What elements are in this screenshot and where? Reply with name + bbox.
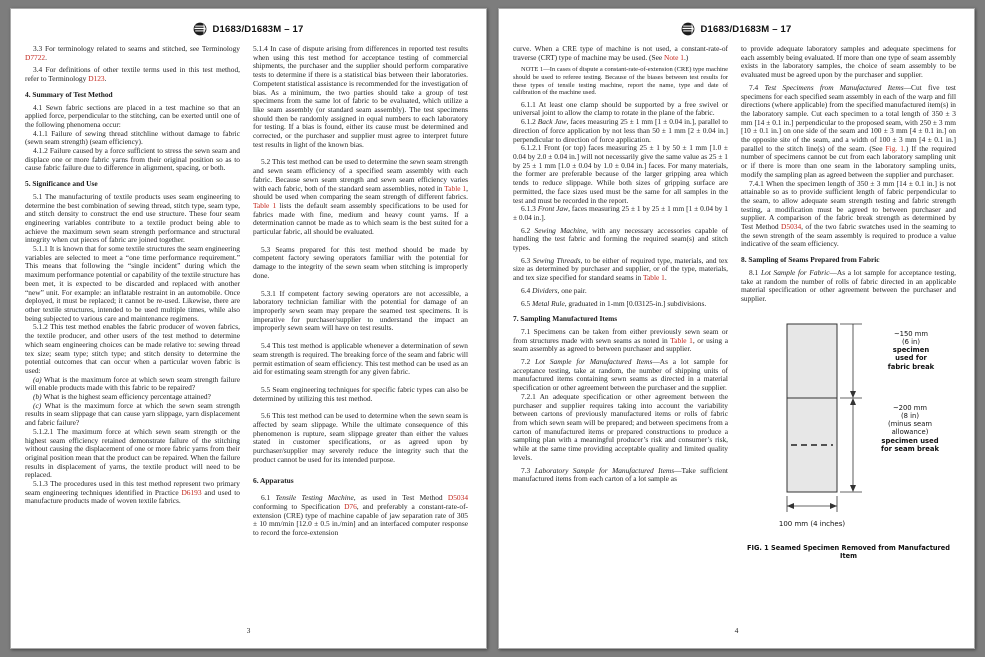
paragraph: 8.1 Lot Sample for Fabric—As a lot sample for acceptance testing, take at random the number of rolls of fabric directed in an applicable material specification or other agreement between the purchaser and supplier.: [741, 267, 956, 303]
figure-label-line: (8 in): [901, 411, 919, 420]
section-heading: 6. Apparatus: [253, 475, 294, 485]
figure-label-line: specimen: [892, 346, 930, 355]
reference-link[interactable]: Fig. 1: [885, 143, 904, 153]
paragraph: (b) What is the highest seam efficiency percentage attained?: [33, 392, 211, 402]
paragraph: to provide adequate laboratory samples and adequate specimens for each assembly being evaluated. If more than one type of seam assembly exists in the laboratory samples, the choice of seam assembly to be evaluated must be agreed upon by the purchaser and supplier.: [741, 45, 956, 80]
figure-label-line: for seam break: [881, 444, 939, 453]
page-4: [498, 8, 975, 649]
italic-term: Sewing Threads: [532, 255, 581, 265]
page4-column-2: [741, 45, 956, 619]
italic-term: Sewing Machine: [534, 225, 586, 235]
italic-term: Metal Rule: [532, 298, 565, 308]
figure-label-line: ~150 mm: [893, 329, 929, 338]
italic-term: Dividers: [532, 285, 558, 295]
paragraph: 5.1.4 In case of dispute arising from differences in reported test results when using this test method for acceptance testing of commercial shipments, the purchaser and the supplier should perform comparative tests to determine if there is a statistical bias between their laboratories. Competent statistical assistance is recommended for the investigation of bias. As a minimum, the two parties should take a group of test specimens from the same lot of fabric to be evaluated, which utilize a like seam assembly (or standard seam assembly). The test specimens should then be randomly assigned in equal numbers to each laboratory for testing. If a bias is found, either its cause must be determined and corrected, or the purchaser and supplier must agree to interpret future test results in light of the known bias.: [253, 45, 468, 149]
italic-term: Lot Sample for Fabric: [760, 267, 830, 277]
paragraph: 3.3 For terminology related to seams and stitched, see Terminology D7722.: [25, 45, 240, 62]
paragraph: 4.1.2 Failure caused by a force sufficient to stress the sewn seam and displace one or more fabric yarns from their original position so as to cause fabric failure due to difference in alignment, spacing, or both.: [25, 146, 240, 173]
paragraph: 6.5 Metal Rule, graduated in 1-mm [0.03125-in.] subdivisions.: [521, 298, 707, 308]
paragraph: 6.1.1 At least one clamp should be supported by a free swivel or universal joint to allow the clamp to rotate in the plane of the fabric.: [513, 99, 728, 118]
section-heading: 4. Summary of Test Method: [25, 89, 113, 99]
reference-link[interactable]: Table 1: [444, 183, 467, 193]
figure-label-fabric-break: [867, 330, 955, 371]
page-number: 3: [246, 626, 251, 635]
paragraph: 4.1 Sewn fabric sections are placed in a test machine so that an applied force, perpendicular to the stitching, can be exerted until one of the following phenomena occur:: [25, 102, 240, 129]
paragraph: 7.1 Specimens can be taken from either previously sewn seam or from structures made with sewn seams as noted in Table 1, or using a seam assembly as agreed to between purchaser and supplier.: [513, 326, 728, 354]
reference-link[interactable]: Note 1: [664, 52, 684, 62]
figure-label-line: fabric break: [887, 362, 935, 371]
paragraph: 5.3 Seams prepared for this test method should be made by competent factory sewing operators familiar with the potential for damage to the integrity of the sewn seam when stitching is improperly done.: [253, 244, 468, 280]
figure-caption: FIG. 1 Seamed Specimen Removed from Manufactured Item: [747, 543, 950, 561]
paragraph: 5.3.1 If competent factory sewing operators are not accessible, a laboratory technician familiar with the potential for damage of an improperly sewn seam may prepare the seamed test specimens. It is imperative for purchaser/supplier to understand the impact an improperly sewn seam will have on test results.: [253, 288, 468, 333]
page-header: [25, 22, 472, 36]
paragraph: 3.4 For definitions of other textile terms used in this test method, refer to Terminology D123.: [25, 65, 240, 84]
page3-column-1: [25, 45, 240, 619]
paragraph: 6.2 Sewing Machine, with any necessary accessories capable of handling the test fabric and forming the required seam(s) and stitch types.: [513, 225, 728, 253]
paragraph: 6.1.2 Back Jaw, faces measuring 25 ± 1 mm [1 ± 0.04 in.], parallel to direction of force application by not less than 50 ± 1 mm [2 ± 0.04 in.] perpendicular to direction of force application.: [513, 117, 728, 144]
paragraph: 4.1.1 Failure of sewing thread stitchline without damage to fabric (sewn seam strength) (seam efficiency).: [25, 128, 240, 147]
paragraph: 7.2 Lot Sample for Manufactured Items—As a lot sample for acceptance testing, take at random, the number of shipping units of manufactured items containing sewn seams as directed in a material specification or other agreement between the purchaser and the supplier.: [513, 357, 728, 393]
reference-link[interactable]: Table 1: [670, 335, 693, 345]
note-paragraph: NOTE 1—In cases of dispute a constant-rate-of-extension (CRE) type machine should be used to referee testing. Because of the biases between test results for these types of tensile testing machine, report the name, type and date of calibration of the machine used.: [513, 66, 728, 97]
figure-label-line: used for: [895, 354, 927, 363]
reference-link[interactable]: D7722: [25, 52, 46, 62]
paragraph: curve. When a CRE type of machine is not used, a constant-rate-of traverse (CRT) type of machine may be used. (See Note 1.): [513, 45, 728, 62]
paragraph: 5.1.1 It is known that for some textile structures the seam engineering variables are selected to meet a “one time performance requirement.” This means that following the “single incident” during which the maximum performance potential or capability of the textile structure has been met, it is expected to be discarded and replaced with another “new” unit. For example: an inflatable restraint in an automobile. Once deployed, it must be replaced; it cannot be re-used. Likewise, there are other textile structures, intended to be used multiple times, while also being subjected to various care and maintenance regimens.: [25, 244, 240, 323]
figure-width-label: 100 mm (4 inches): [778, 519, 846, 528]
paragraph: 5.2 This test method can be used to determine the sewn seam strength and sewn seam efficiency of a specified seam assembly with each fabric. Because sewn seam strength and sewn seam efficiency varies with each fabric, both of the standard seam assemblies, noted in Table 1, should be used when comparing the seam strength of different fabrics. Table 1 lists the default seam assembly specifications to be used for fabrics made with fine, medium and heavy count yarns. If a determination cannot be made as to which seam is the best suited for a particular fabric, all should be evaluated.: [253, 157, 468, 237]
figure-label-line: allowance): [891, 428, 929, 437]
italic-term: Front Jaw: [537, 204, 569, 214]
paragraph: 5.5 Seam engineering techniques for specific fabric types can also be determined by utilizing this test method.: [253, 384, 468, 403]
italic-term: Lot Sample for Manufactured Items: [535, 357, 653, 367]
figure-label-line: specimen used: [881, 436, 939, 445]
reference-link[interactable]: D123: [88, 74, 105, 84]
italic-term: (c): [33, 400, 42, 410]
reference-link[interactable]: D6193: [181, 487, 202, 497]
reference-link[interactable]: D76: [344, 501, 357, 511]
specimen-rect: [787, 324, 837, 492]
standard-designation: D1683/D1683M – 17: [700, 23, 792, 35]
astm-logo-icon: [193, 22, 207, 36]
figure-label-line: (6 in): [902, 337, 920, 346]
paragraph: 6.1 Tensile Testing Machine, as used in Test Method D5034 conforming to Specification D76, and preferably a constant-rate-of-extension (CRE) type of machine capable of jaw separation rate of 305 ± 10 mm/min [12.0 ± 0.5 in./min] and an interfaced computer response to record the force-extension: [253, 493, 468, 538]
paragraph: (a) What is the maximum force at which sewn seam strength failure will enable products made with this fabric to be repaired?: [25, 374, 240, 393]
figure-label-line: ~200 mm: [892, 403, 928, 412]
page-3: [10, 8, 487, 649]
paragraph: 7.2.1 An adequate specification or other agreement between the purchaser and supplier requires taking into account the variability between cartons of previously manufactured items or rolls of fabric from which sewn seam will be prepared; and between specimens from a carton of manufactured items or prepared constructions to produce a sampling plan with a meaningful producer’s risk and consumer’s risk, while at the same time providing acceptable quality and limited quality levels.: [513, 391, 728, 462]
reference-link[interactable]: D5034: [781, 222, 802, 232]
italic-term: Test Specimens from Manufactured Items: [764, 82, 904, 92]
paragraph: 5.4 This test method is applicable whenever a determination of sewn seam strength is required. The breaking force of the seam and fabric will permit estimation of seam efficiency. This test method can be used as an aid for estimating seam strength for any given fabric.: [253, 341, 468, 377]
paragraph: 5.6 This test method can be used to determine when the sewn seam is affected by seam slippage. While the ultimate consequence of this phenomenon is rupture, seam slippage greater than either the values stated in customer specifications, or as agreed upon by purchaser/supplier may severely reduce the integrity such that the product cannot be used for its intended purpose.: [253, 411, 468, 464]
paragraph: 6.1.3 Front Jaw, faces measuring 25 ± 1 by 25 ± 1 mm [1 ± 0.04 by 1 ± 0.04 in.].: [513, 204, 728, 222]
paragraph: (c) What is the maximum force at which the sewn seam strength results in seam slippage that can cause yarn slippage, yarn displacement and fabric failure?: [25, 400, 240, 428]
page-header: [513, 22, 960, 36]
section-heading: 5. Significance and Use: [25, 179, 98, 189]
paragraph: 5.1.2.1 The maximum force at which sewn seam strength or the highest seam efficiency retained demonstrate failure of the stitching without causing the displacement of one or more fabric yarns from their original position mean that the product can be repaired. When the failure results in displacement of yarns, the textile product will need to be replaced.: [25, 426, 240, 480]
page-number: 4: [734, 626, 739, 635]
paragraph: 6.1.2.1 Front (or top) faces measuring 25 ± 1 by 50 ± 1 mm [1.0 ± 0.04 by 2.0 ± 0.04 in.] will not necessarily give the same value as 25 ± 1 by 25 ± 1 mm [1.0 ± 0.04 by 1.0 ± 0.04 in.] faces. For many materials, the former are preferable because of the larger gripping area which tends to reduce slippage. While both sizes of gripping surface are permitted, the face sizes used must be the same for all samples in the test and must be recorded in the report.: [513, 143, 728, 205]
page4-column-1: [513, 45, 728, 619]
italic-term: Back Jaw: [537, 117, 567, 127]
paragraph: 6.3 Sewing Threads, to be either of required type, materials, and tex size as determined by purchaser and supplier, or of the type, materials, and tex size specified for standard seams in Table 1.: [513, 255, 728, 283]
figure-label-line: (minus seam: [888, 420, 932, 429]
section-heading: 8. Sampling of Seams Prepared from Fabric: [741, 255, 880, 265]
section-heading: 7. Sampling Manufactured Items: [513, 314, 618, 324]
reference-link[interactable]: Table 1: [642, 273, 665, 283]
astm-logo-icon: [681, 22, 695, 36]
reference-link[interactable]: D5034: [447, 493, 468, 503]
italic-term: Tensile Testing Machine: [275, 493, 354, 503]
paragraph: 6.4 Dividers, one pair.: [521, 285, 587, 295]
figure-1: [741, 320, 956, 561]
paragraph: 7.3 Laboratory Sample for Manufactured Items—Take sufficient manufactured items from each carton of a lot sample as: [513, 465, 728, 484]
italic-term: Laboratory Sample for Manufactured Items: [534, 465, 675, 475]
standard-designation: D1683/D1683M – 17: [212, 23, 304, 35]
paragraph: 5.1.3 The procedures used in this test method represent two primary seam engineering techniques identified in Practice D6193 and used to manufacture products made of woven textile fabrics.: [25, 479, 240, 506]
reference-link[interactable]: Table 1: [253, 200, 277, 210]
italic-term: (b): [33, 392, 42, 402]
paragraph: 7.4.1 When the specimen length of 350 ± 3 mm [14 ± 0.1 in.] is not attainable so as to provide sufficient length of fabric perpendicular to the seam, to allow adequate seam strength testing and fabric strength testing, a modification must be agreed to between purchaser and supplier. A comparison of the fabric break strength as determined by Test Method D5034, of the two fabric swatches used in the seaming to the sewn strength of the seam assembly is required to produce a value indicative of the seam efficiency.: [741, 178, 956, 249]
paragraph: 7.4 Test Specimens from Manufactured Items—Cut five test specimens for each specified seam assembly in each of the warp and fill directions (where applicable) from the specified manufactured item(s) in the laboratory sample. Cut each specimen to a total length of 350 ± 3 mm [14 ± 0.1 in.] perpendicular to the proposed seam, with 250 ± 3 mm [10 ± 0.1 in.] on one side of the seam and 100 ± 3 mm [4 ± 0.1 in.] on the opposite site of the seam, and a width of 100 ± 3 mm [4 ± 0.1 in.] parallel to the stitch line(s) of the seam. (See Fig. 1.) If the required number of specimens cannot be cut from each laboratory sampling unit or if there is more than one seam in the laboratory sampling units, modify the sampling plan as agreed between the supplier and purchaser.: [741, 82, 956, 179]
page3-column-2: [253, 45, 468, 619]
figure-label-seam-break: [865, 404, 955, 453]
page4-column-2-text: [741, 45, 956, 304]
paragraph: 5.1.2 This test method enables the fabric producer of woven fabrics, the textile producer, and other users of the test method to determine which seam engineering choices can be made relative to: sewing thread tex size; seam type; stitch type; and stitch density to determine the potential outcomes that can occur when a particular woven fabric is used:: [25, 322, 240, 375]
paragraph: 5.1 The manufacturing of textile products uses seam engineering to determine the best combination of sewing thread, stitch type, seam type, and stitch density to construct the end use structure. These four seam engineering variables contribute to a textile product being able to achieve the maximum sewn seam strength performance and structural integrity when cut pieces of fabric are joined together.: [25, 191, 240, 245]
italic-term: (a): [33, 374, 42, 384]
